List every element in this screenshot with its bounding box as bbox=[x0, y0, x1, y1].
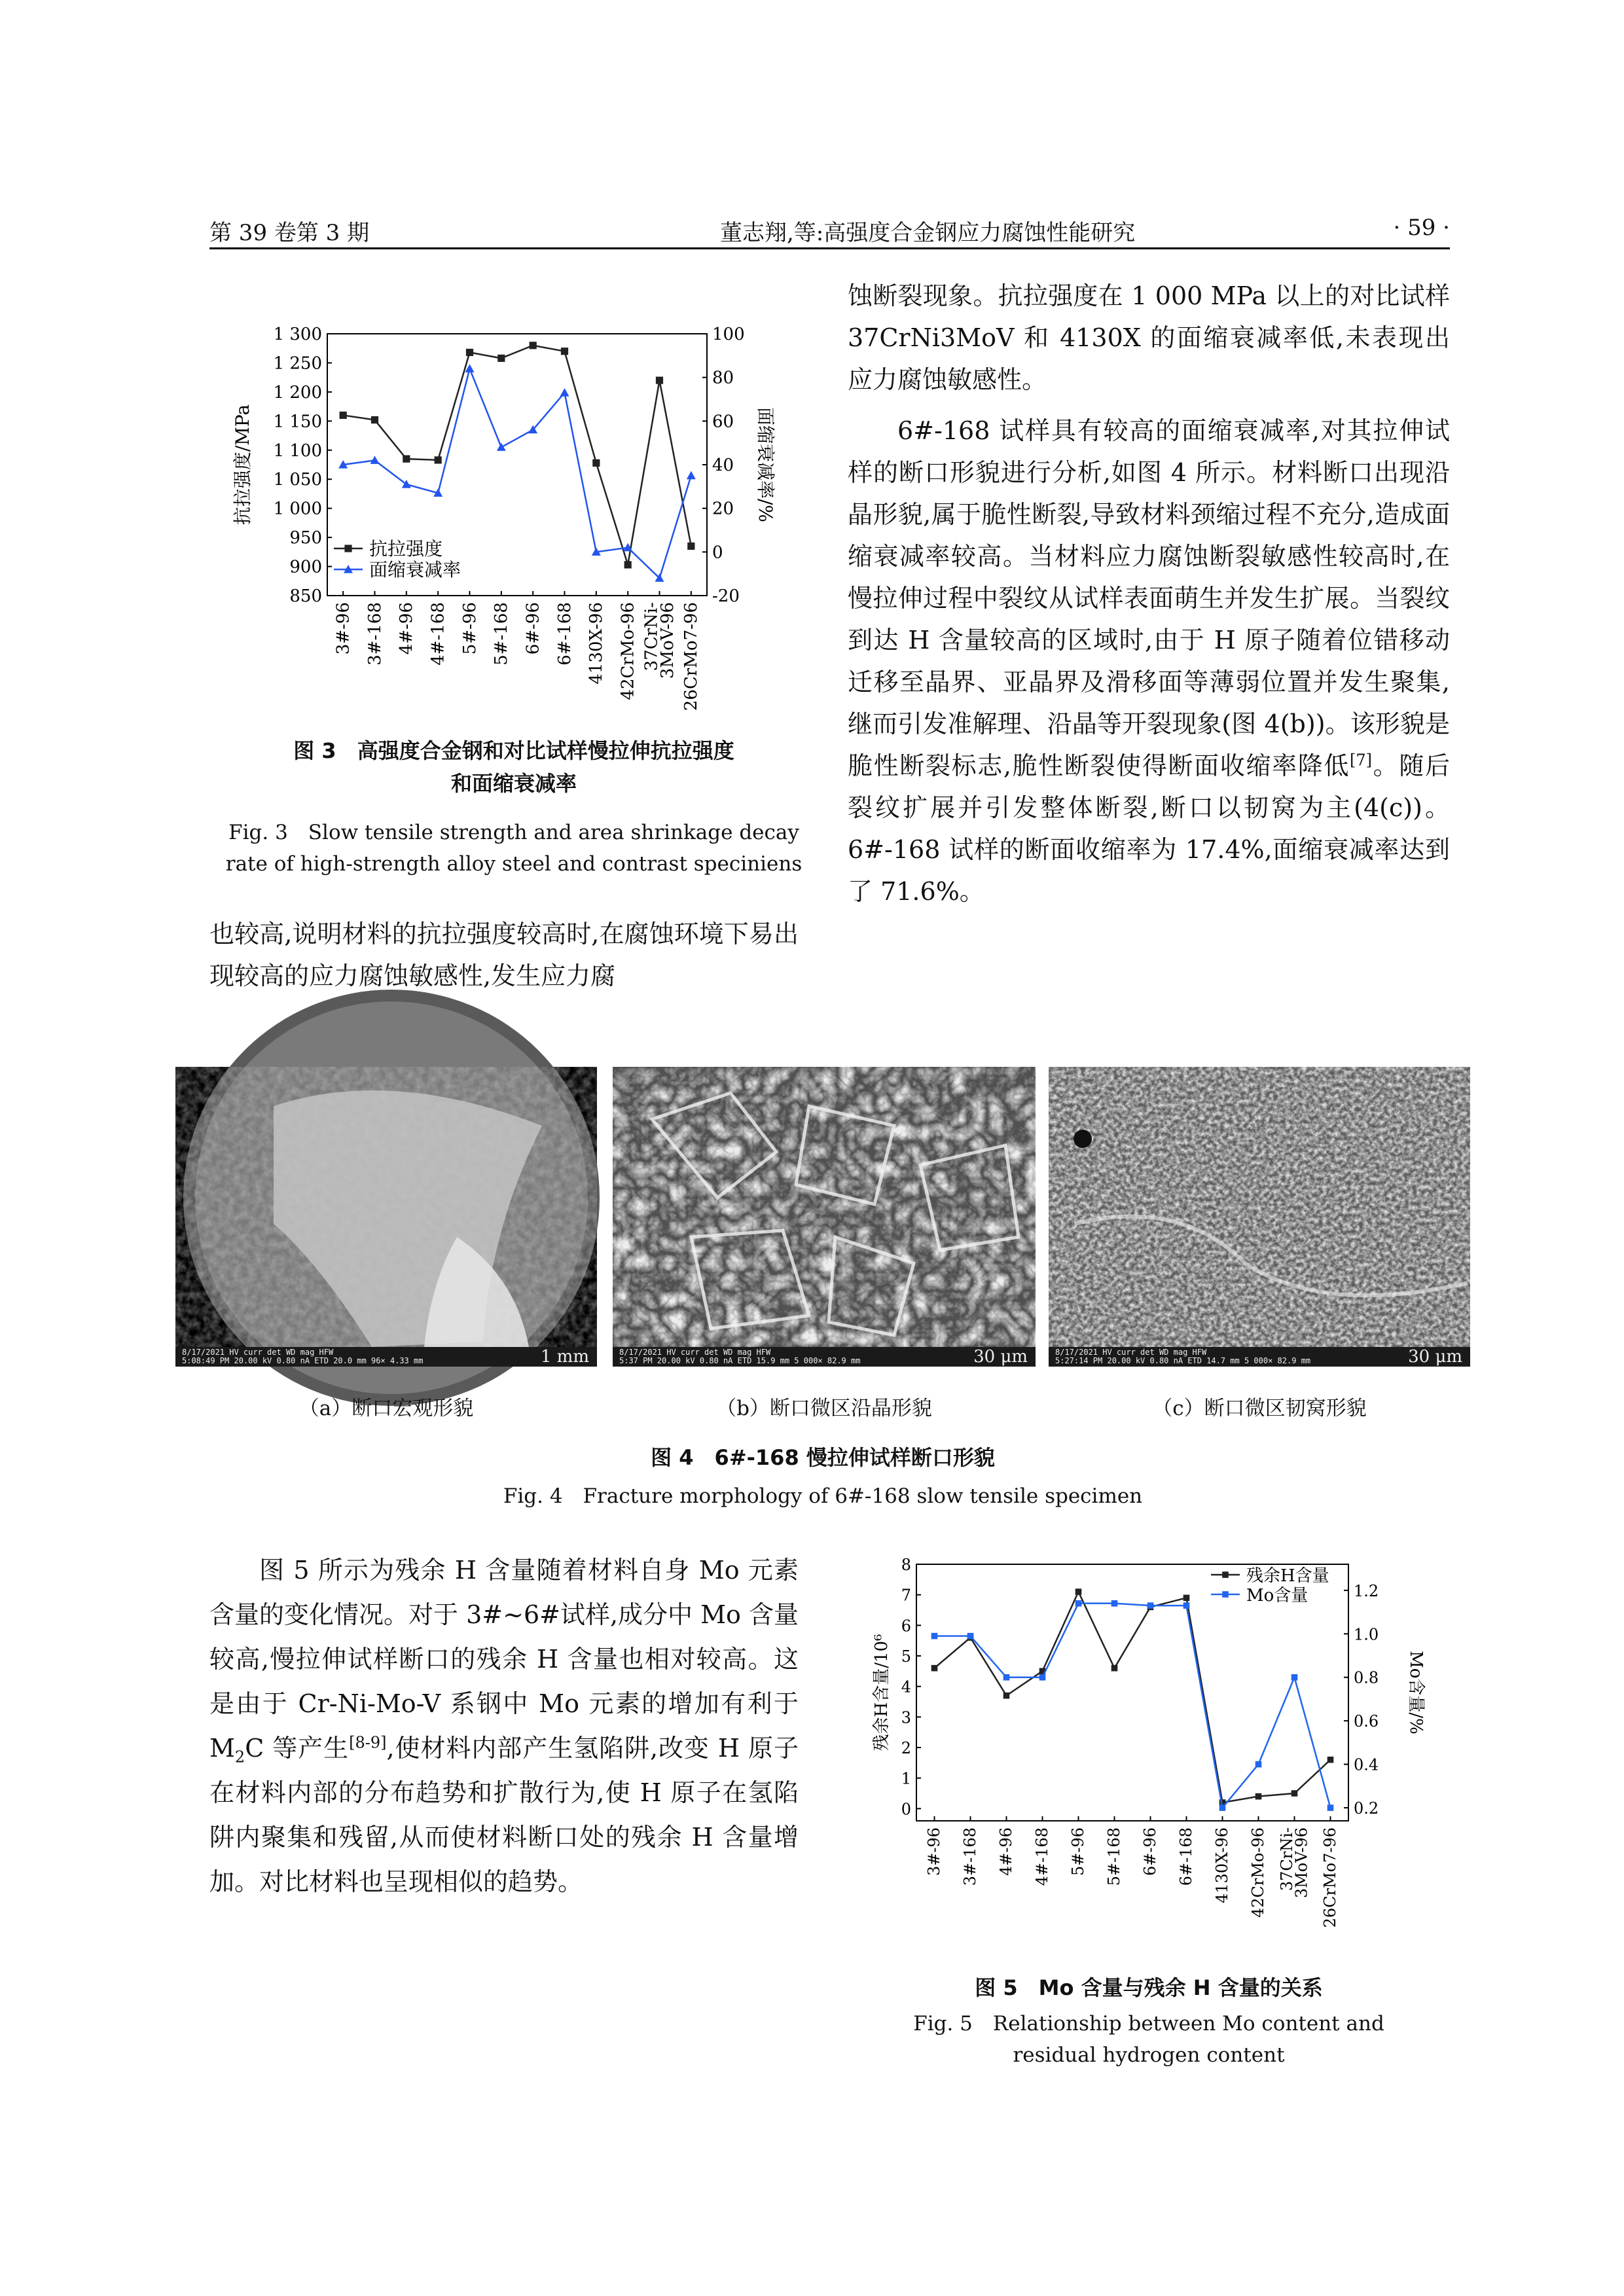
y2-axis-label: 面缩衰减率/% bbox=[755, 406, 776, 523]
data-point bbox=[1147, 1602, 1154, 1609]
data-point bbox=[1291, 1790, 1298, 1797]
running-header bbox=[209, 209, 1450, 249]
x-tick-label: 37CrNi- bbox=[1277, 1827, 1296, 1892]
x-tick-label: 3#-168 bbox=[365, 602, 385, 666]
figure-4b-intergranular-fractograph bbox=[613, 1067, 1036, 1367]
data-point bbox=[967, 1633, 974, 1640]
x-tick-label: 6#-168 bbox=[554, 602, 575, 666]
x-tick-label: 3MoV-96 bbox=[658, 602, 678, 679]
data-point bbox=[931, 1665, 938, 1672]
sem-meta-a1: 8/17/2021 HV curr det WD mag HFW bbox=[182, 1348, 334, 1357]
y-tick-label: 1 250 bbox=[273, 353, 322, 374]
data-point bbox=[1291, 1674, 1298, 1681]
x-tick-label: 3#-168 bbox=[961, 1827, 980, 1886]
x-tick-label: 6#-96 bbox=[523, 602, 543, 655]
page-number: · 59 · bbox=[1393, 215, 1450, 241]
y-tick-label: 1 200 bbox=[273, 382, 322, 403]
y2-tick-label: 0 bbox=[712, 543, 723, 563]
y2-tick-label: 40 bbox=[712, 456, 734, 475]
data-point bbox=[340, 412, 347, 419]
fracture-surface-image-a bbox=[175, 1067, 597, 1347]
data-point bbox=[1111, 1600, 1118, 1607]
data-point bbox=[403, 456, 410, 463]
sem-info-bar-b bbox=[613, 1347, 1036, 1367]
sem-meta-b2: 5:37 PM 20.00 kV 0.80 nA ETD 15.9 mm 5 000× 82.9 mm bbox=[619, 1356, 861, 1365]
data-point bbox=[371, 416, 378, 423]
y2-tick-label: 0.6 bbox=[1354, 1712, 1379, 1731]
left-column-paragraph: 也较高,说明材料的抗拉强度较高时,在腐蚀环境下易出现较高的应力腐蚀敏感性,发生应力腐 bbox=[209, 920, 799, 990]
data-point bbox=[656, 377, 663, 384]
x-tick-label: 42CrMo-96 bbox=[1249, 1827, 1268, 1918]
data-point bbox=[1039, 1674, 1046, 1681]
data-point bbox=[1255, 1761, 1262, 1768]
y2-axis-label: Mo含量/% bbox=[1406, 1651, 1426, 1734]
y-axis-label: 抗拉强度/MPa bbox=[232, 404, 253, 526]
paragraph-2-text-b: 。随后裂纹扩展并引发整体断裂,断口以韧窝为主(4(c))。6#-168 试样的断面收缩率为 17.4%,面缩衰减率达到了 71.6%。 bbox=[848, 751, 1450, 906]
figure-5-caption-en-line1: Fig. 5 Relationship between Mo content and bbox=[913, 2012, 1384, 2036]
bottom-paragraph-text-b: C 等产生 bbox=[245, 1734, 350, 1763]
legend-label: 面缩衰减率 bbox=[369, 559, 461, 581]
x-tick-label: 4130X-96 bbox=[586, 602, 607, 685]
y2-tick-label: 60 bbox=[712, 412, 734, 432]
data-point bbox=[1327, 1804, 1334, 1811]
y2-tick-label: 0.8 bbox=[1354, 1668, 1379, 1687]
figure-4-caption-en: Fig. 4 Fracture morphology of 6#-168 slow tensile specimen bbox=[503, 1484, 1143, 1508]
data-point bbox=[1075, 1588, 1082, 1595]
legend-label: 残余H含量 bbox=[1246, 1566, 1329, 1586]
y-tick-label: 4 bbox=[901, 1677, 911, 1696]
x-tick-label: 4#-96 bbox=[997, 1827, 1016, 1876]
sem-meta-c2: 5:27:14 PM 20.00 kV 0.80 nA ETD 14.7 mm 5 000× 82.9 mm bbox=[1055, 1356, 1311, 1365]
legend-swatch-marker bbox=[1222, 1591, 1229, 1598]
x-tick-label: 26CrMo7-96 bbox=[681, 602, 702, 711]
y-axis-label: 残余H含量/10⁶ bbox=[872, 1634, 892, 1751]
y-tick-label: 1 000 bbox=[273, 499, 322, 519]
sem-info-bar-a bbox=[175, 1347, 597, 1367]
data-point bbox=[687, 543, 695, 550]
data-point bbox=[497, 442, 506, 451]
y-tick-label: 2 bbox=[901, 1739, 911, 1757]
paragraph-2-text-a: 6#-168 试样具有较高的面缩衰减率,对其拉伸试样的断口形貌进行分析,如图 4 所示。材料断口出现沿晶形貌,属于脆性断裂,导致材料颈缩过程不充分,造成面缩衰减率较高。当材料应力腐蚀断裂敏感性较高时,在慢拉伸过程中裂纹从试样表面萌生并发生扩展。当裂纹到达 H 含量较高的区域时,由于 H 原子随着位错移动迁移至晶界、亚晶界及滑移面等薄弱位置并发生聚集,继而引发准解理、沿晶等开裂现象(图 4(b))。该形貌是脆性断裂标志,脆性断裂使得断面收缩率降低 bbox=[848, 416, 1450, 780]
x-tick-label: 4#-168 bbox=[1033, 1827, 1052, 1886]
y-tick-label: 3 bbox=[901, 1708, 911, 1727]
x-tick-label: 26CrMo7-96 bbox=[1321, 1827, 1340, 1928]
y2-tick-label: 1.0 bbox=[1354, 1625, 1379, 1644]
data-point bbox=[1111, 1665, 1118, 1672]
figure-3-caption-cn-line1: 图 3 高强度合金钢和对比试样慢拉伸抗拉强度 bbox=[293, 738, 734, 763]
data-point bbox=[561, 348, 568, 355]
y2-tick-label: 100 bbox=[712, 325, 745, 344]
fracture-surface-image-b bbox=[613, 1067, 1036, 1347]
sem-info-bar-c bbox=[1049, 1347, 1470, 1367]
y2-tick-label: 1.2 bbox=[1354, 1581, 1379, 1600]
header-rule bbox=[209, 247, 1450, 249]
figure-3-chart bbox=[226, 308, 815, 713]
y-tick-label: 1 bbox=[901, 1769, 911, 1788]
figure-3-caption-cn bbox=[209, 734, 818, 800]
figure-3-caption-cn-line2: 和面缩衰减率 bbox=[450, 771, 577, 796]
figure-4b-subcaption: （b）断口微区沿晶形貌 bbox=[716, 1397, 932, 1420]
legend-swatch-marker bbox=[344, 545, 352, 552]
scale-bar-b: 30 μm bbox=[973, 1347, 1028, 1367]
sem-meta-c1: 8/17/2021 HV curr det WD mag HFW bbox=[1055, 1348, 1207, 1357]
x-tick-label: 4#-168 bbox=[428, 602, 448, 666]
data-point bbox=[1219, 1804, 1226, 1811]
x-tick-label: 3#-96 bbox=[333, 602, 353, 655]
figure-4c-dimple-fractograph bbox=[1049, 1067, 1470, 1367]
data-point bbox=[466, 349, 473, 356]
figure-3-caption-en-line2: rate of high-strength alloy steel and contrast speciniens bbox=[225, 852, 803, 876]
legend-label: Mo含量 bbox=[1246, 1586, 1308, 1605]
sem-meta-a2: 5:08:49 PM 20.00 kV 0.80 nA ETD 20.0 mm 96× 4.33 mm bbox=[182, 1356, 424, 1365]
x-tick-label: 3#-96 bbox=[925, 1827, 944, 1876]
data-point bbox=[435, 456, 442, 463]
data-point bbox=[1003, 1674, 1010, 1681]
y-tick-label: 850 bbox=[289, 586, 322, 606]
figure-4c-subcaption: （c）断口微区韧窝形貌 bbox=[1152, 1397, 1367, 1420]
scale-bar-a: 1 mm bbox=[540, 1347, 589, 1367]
y2-tick-label: -20 bbox=[712, 586, 740, 606]
data-point bbox=[530, 342, 537, 349]
y-tick-label: 5 bbox=[901, 1647, 911, 1666]
data-point bbox=[560, 388, 569, 397]
x-tick-label: 6#-96 bbox=[1141, 1827, 1160, 1876]
y-tick-label: 8 bbox=[901, 1556, 911, 1574]
x-tick-label: 5#-96 bbox=[460, 602, 480, 655]
y-tick-label: 6 bbox=[901, 1617, 911, 1636]
right-column bbox=[848, 275, 1450, 912]
figure-5-chart bbox=[872, 1551, 1453, 1937]
figure-5-caption-en-line2: residual hydrogen content bbox=[1013, 2043, 1285, 2067]
y-tick-label: 950 bbox=[289, 528, 322, 548]
data-point bbox=[592, 459, 600, 467]
right-column-paragraph-2 bbox=[848, 410, 1450, 912]
figure-3-caption-en bbox=[209, 817, 818, 880]
x-tick-label: 3MoV-96 bbox=[1292, 1827, 1311, 1899]
series-line-0 bbox=[343, 346, 691, 565]
y-tick-label: 7 bbox=[901, 1586, 911, 1605]
data-point bbox=[1075, 1600, 1082, 1607]
x-tick-label: 5#-168 bbox=[492, 602, 512, 666]
x-tick-label: 4#-96 bbox=[397, 602, 417, 655]
figure-4-caption-cn: 图 4 6#-168 慢拉伸试样断口形貌 bbox=[651, 1445, 995, 1470]
y2-tick-label: 80 bbox=[712, 368, 734, 388]
x-tick-label: 37CrNi- bbox=[641, 602, 662, 672]
x-tick-label: 5#-96 bbox=[1069, 1827, 1088, 1876]
right-column-paragraph-1: 蚀断裂现象。抗拉强度在 1 000 MPa 以上的对比试样 37CrNi3MoV 和 4130X 的面缩衰减率低,未表现出应力腐蚀敏感性。 bbox=[848, 281, 1450, 394]
data-point bbox=[624, 561, 632, 568]
legend-swatch-marker bbox=[1222, 1571, 1229, 1578]
figure-5-caption-en bbox=[848, 2008, 1450, 2071]
data-point bbox=[1183, 1602, 1190, 1609]
x-tick-label: 6#-168 bbox=[1177, 1827, 1196, 1886]
scale-bar-c: 30 μm bbox=[1408, 1347, 1462, 1367]
y-tick-label: 1 150 bbox=[273, 412, 322, 432]
data-point bbox=[931, 1633, 938, 1640]
y2-tick-label: 0.4 bbox=[1354, 1755, 1379, 1774]
y2-tick-label: 20 bbox=[712, 499, 734, 519]
x-tick-label: 5#-168 bbox=[1105, 1827, 1124, 1886]
x-tick-label: 42CrMo-96 bbox=[618, 602, 638, 700]
y-tick-label: 1 300 bbox=[273, 325, 322, 344]
figure-4a-subcaption: （a）断口宏观形貌 bbox=[298, 1397, 474, 1420]
y2-tick-label: 0.2 bbox=[1354, 1799, 1379, 1818]
article-running-title: 董志翔,等:高强度合金钢应力腐蚀性能研究 bbox=[720, 220, 1136, 246]
x-tick-label: 4130X-96 bbox=[1213, 1827, 1232, 1903]
citation-8-9: [8-9] bbox=[349, 1733, 387, 1752]
figure-4a-macro-fractograph bbox=[175, 1067, 597, 1367]
fracture-surface-image-c bbox=[1049, 1067, 1470, 1347]
bottom-paragraph-text-a: 图 5 所示为残余 H 含量随着材料自身 Mo 元素含量的变化情况。对于 3#~6#试样,成分中 Mo 含量较高,慢拉伸试样断口的残余 H 含量也相对较高。这是由于 Cr-Ni-Mo-V 系钢中 Mo 元素的增加有利于 M bbox=[209, 1556, 799, 1763]
data-point bbox=[497, 355, 505, 362]
data-point bbox=[370, 456, 380, 464]
series-line-1 bbox=[935, 1604, 1331, 1808]
data-point bbox=[1255, 1793, 1262, 1800]
y-tick-label: 1 100 bbox=[273, 440, 322, 461]
y-tick-label: 1 050 bbox=[273, 470, 322, 490]
sem-meta-b1: 8/17/2021 HV curr det WD mag HFW bbox=[619, 1348, 771, 1357]
figure-3-caption-en-line1: Fig. 3 Slow tensile strength and area shrinkage decay bbox=[228, 821, 799, 844]
citation-7: [7] bbox=[1350, 751, 1373, 770]
subscript-2: 2 bbox=[234, 1748, 245, 1767]
series-line-0 bbox=[935, 1592, 1331, 1803]
data-point bbox=[1327, 1757, 1334, 1763]
y-tick-label: 900 bbox=[289, 557, 322, 577]
data-point bbox=[1003, 1693, 1010, 1699]
y-tick-label: 0 bbox=[901, 1800, 911, 1819]
journal-volume: 第 39 卷第 3 期 bbox=[209, 220, 370, 246]
data-point bbox=[1183, 1595, 1190, 1602]
bottom-paragraph-text-c: ,使材料内部产生氢陷阱,改变 H 原子在材料内部的分布趋势和扩散行为,使 H 原子在氢陷阱内聚集和残留,从而使材料断口处的残余 H 含量增加。对比材料也呈现相似的趋势。 bbox=[209, 1734, 799, 1896]
figure-5-caption-cn: 图 5 Mo 含量与残余 H 含量的关系 bbox=[975, 1975, 1323, 2000]
legend-label: 抗拉强度 bbox=[369, 538, 443, 560]
bottom-left-paragraph bbox=[209, 1548, 799, 1904]
data-point bbox=[687, 471, 696, 480]
